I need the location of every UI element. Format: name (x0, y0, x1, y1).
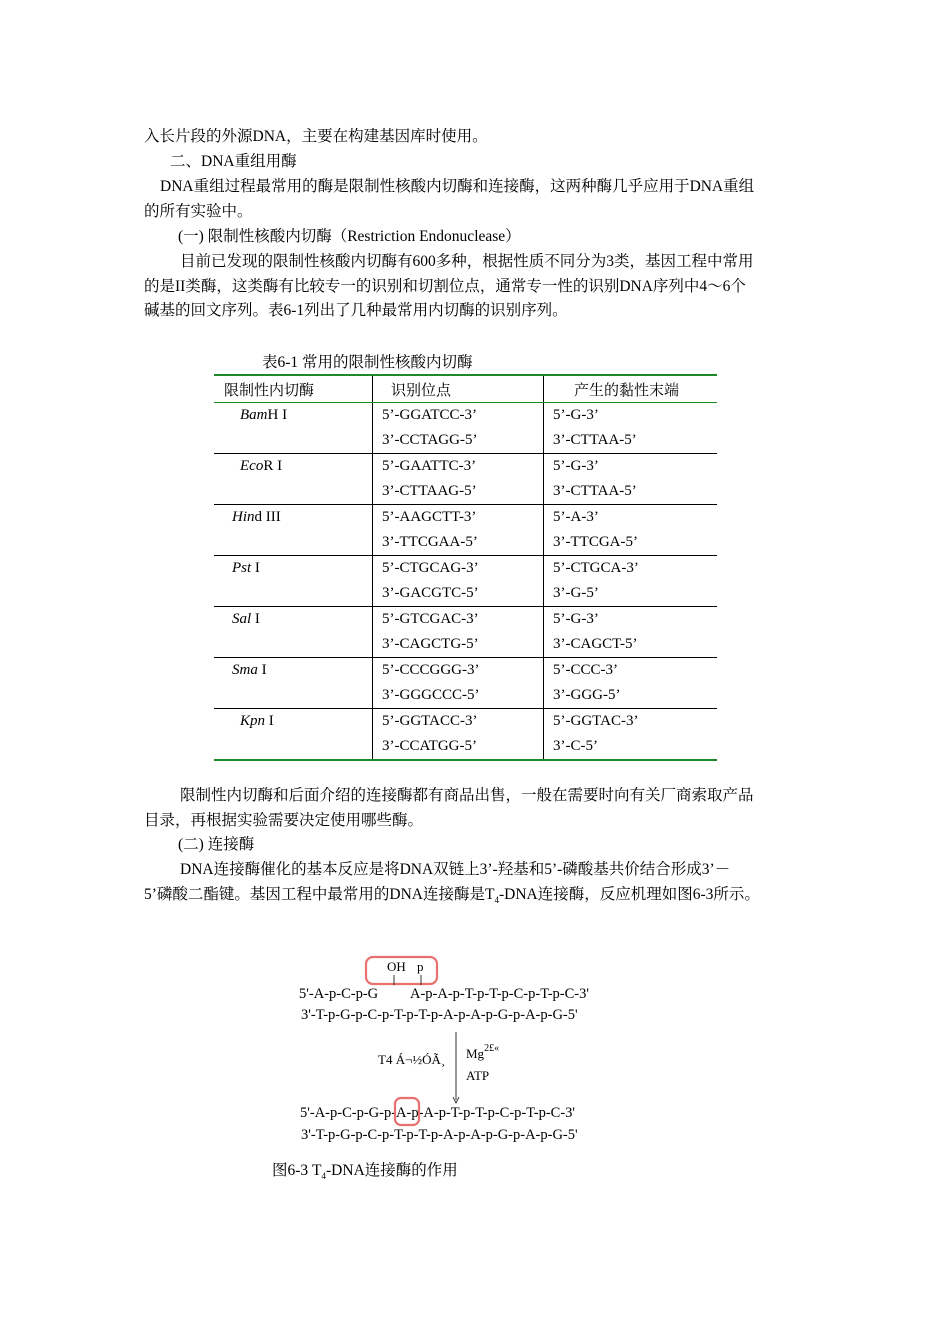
figure-caption (272, 1158, 458, 1181)
enzyme-name-italic: Pst (232, 560, 252, 576)
atp-label: ATP (466, 1068, 490, 1083)
text-run: -DNA连接酶，反应机理如图6-3所示。 (498, 886, 760, 903)
paragraph-line: DNA重组过程最常用的酶是限制性核酸内切酶和连接酶，这两种酶几乎应用于DNA重组 (160, 178, 755, 195)
header-sticky-end: 产生的黏性末端 (544, 375, 718, 403)
site-top: 5’-GTCGAC-3’ (373, 607, 544, 633)
site-bottom: 3’-GGGCCC-5’ (373, 683, 544, 709)
mg-label: $Mg^{2£«}$ (466, 1043, 500, 1061)
paragraph-line: 的是II类酶，这类酶有比较专一的识别和切割位点，通常专一性的识别DNA序列中4～6个 (144, 278, 746, 295)
site-top: 5’-CCCGGG-3’ (373, 658, 544, 684)
end-bottom: 3’-CTTAA-5’ (553, 483, 637, 499)
text-run: 5’磷酸二酯键。基因工程中最常用的DNA连接酶是T (144, 886, 495, 903)
header-site: 识别位点 (373, 375, 544, 403)
end-bottom: 3’-C-5’ (544, 734, 718, 760)
site-bottom: 3’-GACGTC-5’ (373, 581, 544, 607)
enzyme-name-rest: d III (254, 509, 281, 525)
site-top: 5’-GGATCC-3’ (373, 403, 544, 429)
site-top: 5’-CTGCAG-3’ (373, 556, 544, 582)
site-bottom: 3’-CTTAAG-5’ (373, 479, 544, 505)
end-top: 5’-CCC-3’ (544, 658, 718, 684)
paragraph-line: 的所有实验中。 (144, 203, 253, 220)
enzyme-name-italic: Bam (240, 407, 268, 423)
site-bottom: 3’-CCATGG-5’ (373, 734, 544, 760)
product-bottom-strand: 3'-T-p-G-p-C-p-T-p-T-p-A-p-A-p-G-p-A-p-G-5' (301, 1127, 578, 1143)
paragraph-line: DNA连接酶催化的基本反应是将DNA双链上3’-羟基和5’-磷酸基共价结合形成3’－ (180, 861, 731, 878)
site-top: 5’-GAATTC-3’ (373, 454, 544, 480)
oh-label: OH (387, 959, 406, 974)
site-top: 5’-GGTACC-3’ (373, 709, 544, 735)
paragraph-line: 限制性内切酶和后面介绍的连接酶都有商品出售，一般在需要时向有关厂商索取产品 (180, 787, 754, 804)
subsection-heading: (二) 连接酶 (178, 836, 255, 853)
end-top: 5’-CTGCA-3’ (544, 556, 718, 582)
product-top-strand: 5'-A-p-C-p-G-p-A-p-A-p-T-p-T-p-C-p-T-p-C-3' (300, 1105, 576, 1121)
enzyme-name-italic: Eco (240, 458, 264, 474)
section-heading: 二、DNA重组用酶 (170, 153, 297, 170)
enzyme-name-rest: I (251, 611, 260, 627)
end-bottom: 3’-CTTAA-5’ (553, 432, 637, 448)
table-caption: 表6-1 常用的限制性核酸内切酶 (262, 354, 473, 371)
end-top: 5’-A-3’ (544, 505, 718, 531)
site-bottom: 3’-TTCGAA-5’ (373, 530, 544, 556)
paragraph-line: 入长片段的外源DNA，主要在构建基因库时使用。 (144, 128, 488, 145)
end-top: 5’-G-3’ (553, 407, 599, 423)
subscript: 4 (494, 895, 499, 906)
end-bottom: 3’-GGG-5’ (553, 687, 621, 703)
top-strand-right: A-p-A-p-T-p-T-p-C-p-T-p-C-3' (410, 986, 589, 1002)
subsection-heading: (一) 限制性核酸内切酶（Restriction Endonuclease） (178, 228, 521, 245)
site-bottom: 3’-CCTAGG-5’ (373, 428, 544, 454)
enzyme-name-italic: Hin (232, 509, 255, 525)
p-label: p (417, 959, 424, 974)
bottom-strand: 3'-T-p-G-p-C-p-T-p-T-p-A-p-A-p-G-p-A-p-G-5' (301, 1007, 578, 1023)
end-bottom: 3’-TTCGA-5’ (553, 534, 638, 550)
enzyme-name-rest: R I (263, 458, 283, 474)
site-bottom: 3’-CAGCTG-5’ (373, 632, 544, 658)
site-top: 5’-AAGCTT-3’ (373, 505, 544, 531)
enzyme-name-rest: I (251, 560, 260, 576)
paragraph-line: 目录，再根据实验需要决定使用哪些酶。 (144, 812, 424, 829)
enzyme-name-rest: H I (267, 407, 288, 423)
top-strand-left: 5'-A-p-C-p-G (299, 986, 379, 1002)
subscript: 4 (321, 1171, 327, 1182)
header-enzyme: 限制性内切酶 (214, 375, 373, 403)
enzyme-name-italic: Sal (232, 611, 252, 627)
end-top: 5’-G-3’ (544, 607, 718, 633)
enzyme-name-italic: Kpn (240, 713, 266, 729)
enzyme-name-rest: I (257, 662, 267, 678)
end-bottom: 3’-G-5’ (553, 585, 599, 601)
text-run: 图6-3 T (272, 1162, 322, 1179)
paragraph-line: 碱基的回文序列。表6-1列出了几种最常用内切酶的识别序列。 (144, 302, 568, 319)
end-bottom: 3’-CAGCT-5’ (553, 636, 638, 652)
enzyme-name-rest: I (265, 713, 274, 729)
text-run: -DNA连接酶的作用 (326, 1162, 458, 1179)
enzyme-label: T4 Á¬½ÓÃ¸ (378, 1052, 446, 1067)
end-top: 5’-GGTAC-3’ (544, 709, 718, 735)
paragraph-line: 目前已发现的限制性核酸内切酶有600多种，根据性质不同分为3类，基因工程中常用 (180, 253, 754, 270)
end-top: 5’-G-3’ (544, 454, 718, 480)
enzyme-name-italic: Sma (232, 662, 258, 678)
